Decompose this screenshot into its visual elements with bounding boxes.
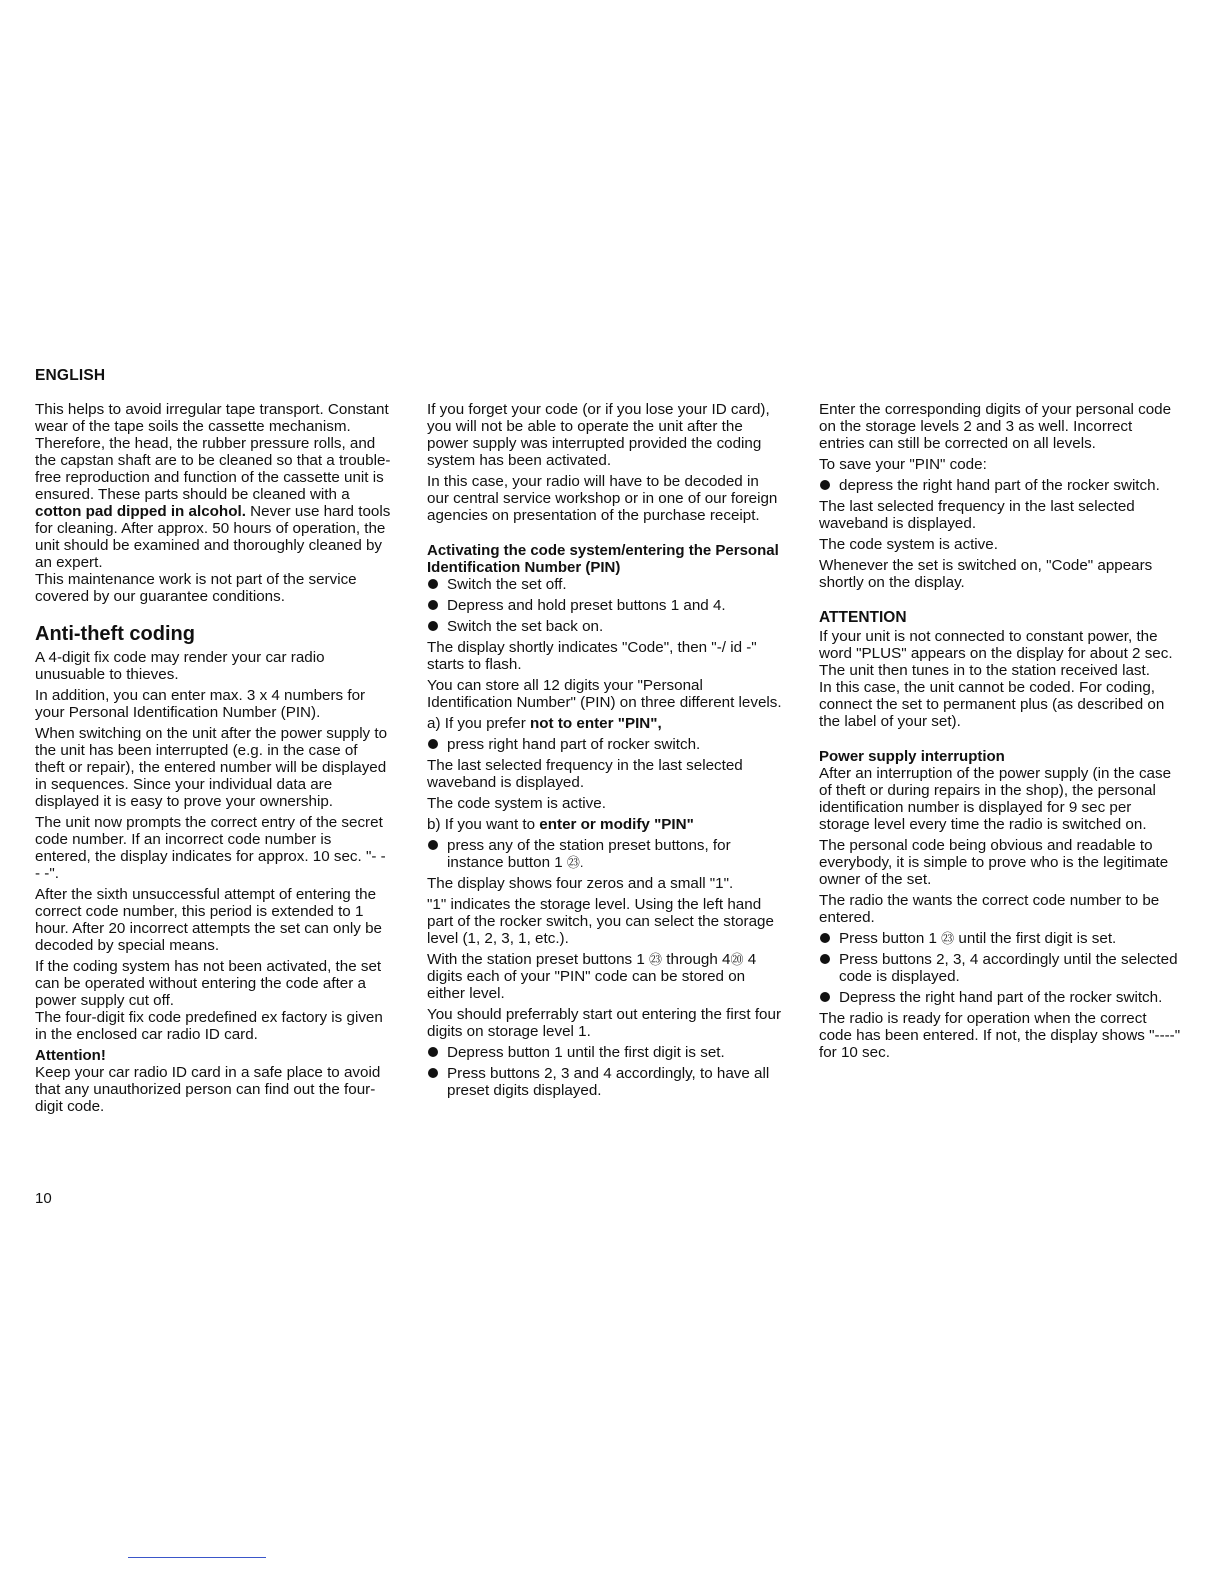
language-label: ENGLISH (35, 367, 106, 384)
paragraph: After an interruption of the power supply (in the case of theft or during repairs in the shop), the personal identification number is displayed for 9 sec per storage level every time the radio is switched on. (819, 765, 1172, 833)
bullet-item: Switch the set off. (427, 576, 783, 593)
maintenance-paragraph: This helps to avoid irregular tape transport. Constant wear of the tape soils the cassette mechanism. Therefore, the head, the rubber pressure rolls, and the capstan shaft are to be cleaned so that a trouble-free reproduction and function of the cassette unit is ensured. These parts should be cleaned with a cotton pad dipped in alcohol. Never use hard tools for cleaning. After approx. 50 hours of operation, the unit should be examined and thoroughly cleaned by an expert. (35, 401, 391, 571)
paragraph: In this case, your radio will have to be decoded in our central service workshop or in one of our foreign agencies on presentation of the purchase receipt. (427, 473, 778, 524)
bullet-item: press right hand part of rocker switch. (427, 736, 783, 753)
paragraph: The code system is active. (427, 795, 606, 812)
bullet-item: Depress and hold preset buttons 1 and 4. (427, 597, 783, 614)
attention-label: Attention! (35, 1047, 106, 1064)
paragraph: To save your "PIN" code: (819, 456, 987, 473)
attention-heading: ATTENTION (819, 609, 907, 626)
bullet-item: Press buttons 2, 3 and 4 accordingly, to have all preset digits displayed. (427, 1065, 783, 1099)
paragraph: Keep your car radio ID card in a safe place to avoid that any unauthorized person can find out the four-digit code. (35, 1064, 381, 1115)
paragraph: The display shortly indicates "Code", then "-/ id -" starts to flash. (427, 639, 757, 673)
paragraph: The display shows four zeros and a small "1". (427, 875, 734, 892)
bullet-item: Depress button 1 until the first digit is set. (427, 1044, 783, 1061)
paragraph: The unit now prompts the correct entry of the secret code number. If an incorrect code number is entered, the display indicates for approx. 10 sec. "- - - -". (35, 814, 386, 882)
column-left (35, 401, 391, 1119)
paragraph: The last selected frequency in the last selected waveband is displayed. (819, 498, 1135, 532)
paragraph: If your unit is not connected to constant power, the word "PLUS" appears on the display for about 2 sec. (819, 628, 1173, 662)
option-a: a) If you prefer not to enter "PIN", (427, 715, 662, 732)
paragraph: A 4-digit fix code may render your car radio unusuable to thieves. (35, 649, 325, 683)
section-title: Anti-theft coding (35, 623, 195, 645)
bullet-item: Switch the set back on. (427, 618, 783, 635)
paragraph: The last selected frequency in the last selected waveband is displayed. (427, 757, 743, 791)
paragraph: When switching on the unit after the power supply to the unit has been interrupted (e.g. in the case of theft or repair), the entered number will be displayed in sequences. Since your individual data are displayed it is easy to prove your ownership. (35, 725, 388, 810)
bullet-item: Depress the right hand part of the rocker switch. (819, 989, 1181, 1006)
button-ref: ⑳ (730, 952, 744, 967)
button-ref: ㉓ (941, 931, 955, 946)
paragraph: In addition, you can enter max. 3 x 4 numbers for your Personal Identification Number (PIN). (35, 687, 366, 721)
cotton-pad-emphasis: cotton pad dipped in alcohol. (35, 503, 246, 520)
paragraph: The radio is ready for operation when the correct code has been entered. If not, the display shows "----" for 10 sec. (819, 1010, 1181, 1061)
paragraph: "1" indicates the storage level. Using the left hand part of the rocker switch, you can select the storage level (1, 2, 3, 1, etc.). (427, 896, 774, 947)
paragraph: In this case, the unit cannot be coded. For coding, connect the set to permanent plus (as described on the label of your set). (819, 679, 1165, 730)
guarantee-note: This maintenance work is not part of the service covered by our guarantee conditions. (35, 571, 357, 605)
option-b: b) If you want to enter or modify "PIN" (427, 816, 694, 833)
paragraph: After the sixth unsuccessful attempt of entering the correct code number, this period is extended to 1 hour. After 20 incorrect attempts the set can only be decoded by special means. (35, 886, 382, 954)
bullet-item: Press buttons 2, 3, 4 accordingly until the selected code is displayed. (819, 951, 1181, 985)
paragraph: The four-digit fix code predefined ex factory is given in the enclosed car radio ID card. (35, 1009, 383, 1043)
paragraph: You can store all 12 digits your "Personal Identification Number" (PIN) on three different levels. (427, 677, 782, 711)
bullet-item: depress the right hand part of the rocker switch. (819, 477, 1181, 494)
paragraph: The radio the wants the correct code number to be entered. (819, 892, 1160, 926)
button-ref: ㉓ (649, 952, 663, 967)
column-middle (427, 401, 783, 1103)
paragraph: The code system is active. (819, 536, 998, 553)
button-ref: ㉓. (566, 855, 584, 870)
bullet-item: press any of the station preset buttons, for instance button 1 ㉓. (427, 837, 783, 871)
paragraph: With the station preset buttons 1 ㉓ through 4⑳ 4 digits each of your "PIN" code can be stored on either level. (427, 951, 757, 1002)
paragraph: The personal code being obvious and readable to everybody, it is simple to prove who is the legitimate owner of the set. (819, 837, 1169, 888)
power-supply-heading: Power supply interruption (819, 748, 1005, 765)
paragraph: You should preferrably start out entering the first four digits on storage level 1. (427, 1006, 782, 1040)
paragraph: The unit then tunes in to the station received last. (819, 662, 1150, 679)
paragraph: Whenever the set is switched on, "Code" appears shortly on the display. (819, 557, 1153, 591)
paragraph: If you forget your code (or if you lose your ID card), you will not be able to operate the unit after the power supply was interrupted provided the coding system has been activated. (427, 401, 770, 469)
paragraph: Enter the corresponding digits of your personal code on the storage levels 2 and 3 as well. Incorrect entries can still be corrected on all levels. (819, 401, 1172, 452)
footer-rule (128, 1557, 266, 1558)
activation-heading: Activating the code system/entering the Personal Identification Number (PIN) (427, 542, 779, 576)
page-number: 10 (35, 1190, 52, 1207)
paragraph: If the coding system has not been activated, the set can be operated without entering the code after a power supply cut off. (35, 958, 382, 1009)
bullet-item: Press button 1 ㉓ until the first digit is set. (819, 930, 1181, 947)
column-right (819, 401, 1181, 1065)
